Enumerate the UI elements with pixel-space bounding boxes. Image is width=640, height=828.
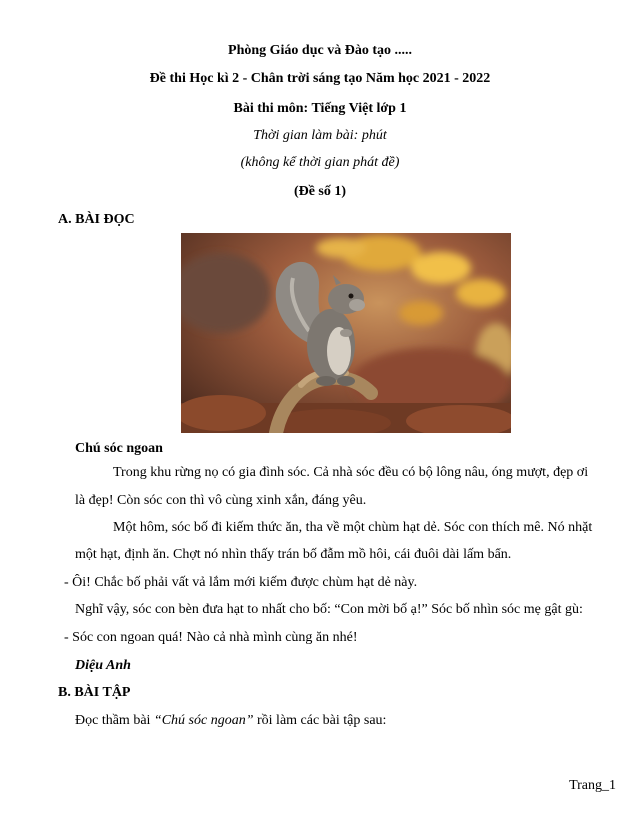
exam-time: Thời gian làm bài: phút	[253, 128, 387, 143]
instruction-story-title: “Chú sóc ngoan”	[153, 713, 254, 728]
story-line: - Sóc con ngoan quá! Nào cả nhà mình cùng ăn nhé!	[64, 630, 358, 645]
instruction-pre: Đọc thầm bài	[75, 713, 154, 728]
story-line: Một hôm, sóc bố đi kiếm thức ăn, tha về một chùm hạt dẻ. Sóc con thích mê. Nó nhặt	[113, 520, 593, 535]
exam-title: Đề thi Học kì 2 - Chân trời sáng tạo Năm học 2021 - 2022	[149, 71, 491, 86]
exam-subject: Bài thi môn: Tiếng Việt lớp 1	[233, 101, 407, 116]
squirrel-photo	[181, 233, 511, 433]
instruction-post: rồi làm các bài tập sau:	[253, 713, 387, 728]
section-b-heading: B. BÀI TẬP	[58, 685, 131, 700]
story-line: Nghĩ vậy, sóc con bèn đưa hạt to nhất cho bố: “Con mời bố ạ!” Sóc bố nhìn sóc mẹ gật gù:	[75, 602, 583, 617]
exam-note: (không kể thời gian phát đề)	[240, 155, 400, 170]
page-number: Trang_1	[569, 778, 616, 793]
story-line: - Ôi! Chắc bố phải vất vả lắm mới kiếm được chùm hạt dẻ này.	[64, 575, 418, 590]
exam-version: (Đề số 1)	[293, 184, 347, 199]
story-title: Chú sóc ngoan	[75, 441, 163, 456]
story-line: Trong khu rừng nọ có gia đình sóc. Cả nhà sóc đều có bộ lông nâu, óng mượt, đẹp ơi	[113, 465, 589, 480]
story-line: một hạt, định ăn. Chợt nó nhìn thấy trán bố đẫm mồ hôi, cái đuôi dài lấm bẩn.	[75, 547, 512, 562]
office-name: Phòng Giáo dục và Đào tạo .....	[228, 43, 412, 58]
section-b-instruction	[75, 712, 386, 730]
story-line: là đẹp! Còn sóc con thì vô cùng xinh xắn, đáng yêu.	[75, 493, 367, 508]
section-a-heading: A. BÀI ĐỌC	[58, 212, 135, 227]
story-author: Diệu Anh	[75, 658, 131, 673]
